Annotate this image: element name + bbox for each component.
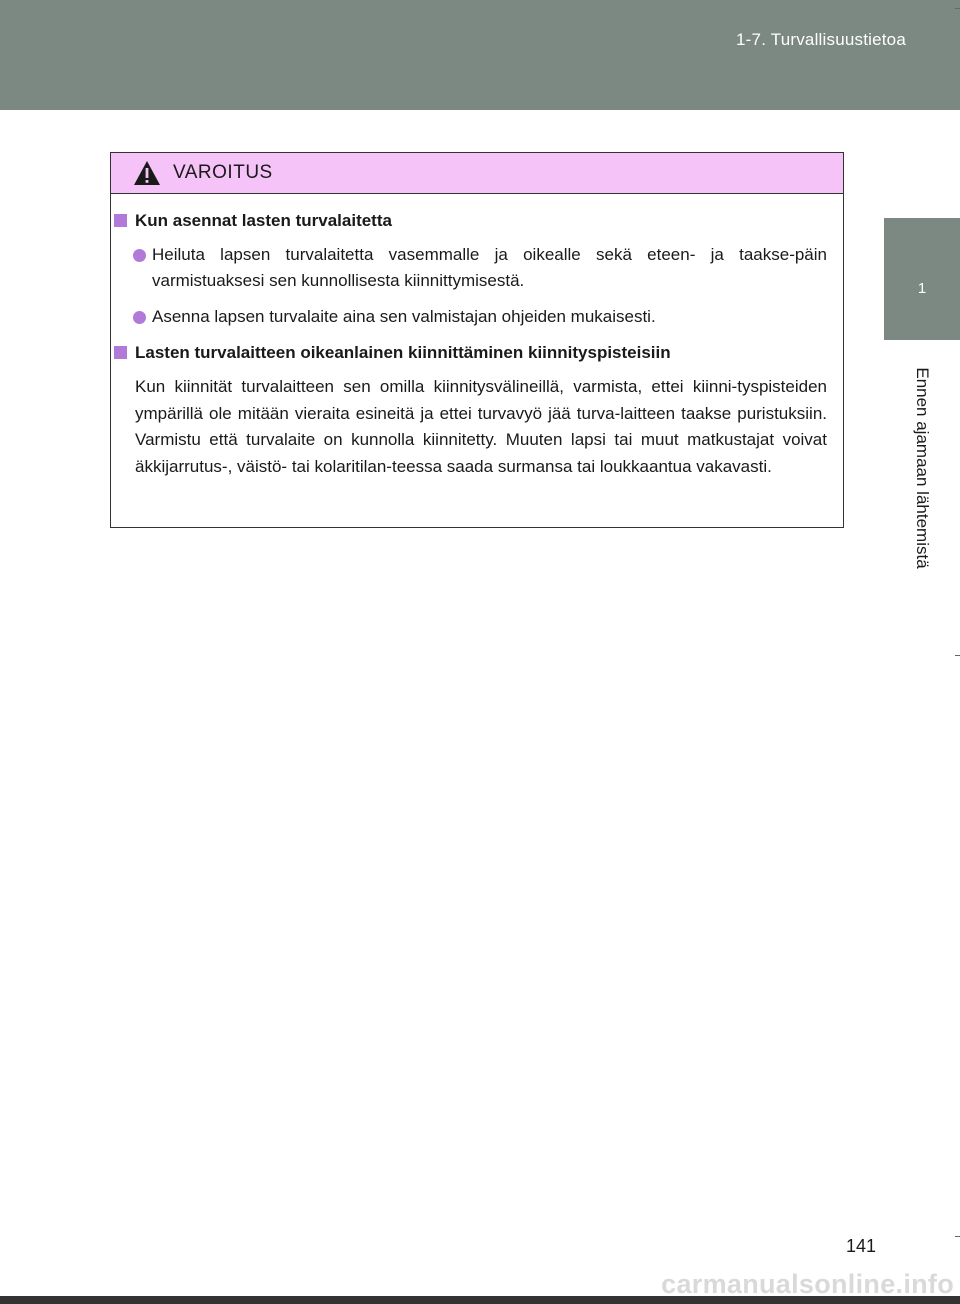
header-band	[0, 0, 960, 110]
page-number: 141	[846, 1236, 877, 1256]
section-heading	[111, 340, 827, 365]
circle-bullet-icon	[133, 249, 146, 262]
chapter-label: Ennen ajamaan lähtemistä	[913, 367, 932, 569]
crop-mark	[955, 655, 960, 656]
chapter-number: 1	[917, 280, 927, 297]
section-heading-text: Lasten turvalaitteen oikeanlainen kiinnittäminen kiinnityspisteisiin	[135, 343, 671, 362]
section-title: 1-7. Turvallisuustietoa	[736, 30, 906, 49]
square-bullet-icon	[114, 214, 127, 227]
list-item-text: Heiluta lapsen turvalaitetta vasemmalle ja oikealle sekä eteen- ja taakse-päin varmistuaksesi sen kunnollisesta kiinnittymisestä.	[152, 245, 827, 290]
list-item	[111, 304, 827, 330]
square-bullet-icon	[114, 346, 127, 359]
list-item	[111, 242, 827, 294]
section-paragraph: Kun kiinnität turvalaitteen sen omilla kiinnitysvälineillä, varmista, ettei kiinni-tyspisteiden ympärillä ole mitään vieraita esineitä ja ettei turvavyö jää turva-laitteen taakse puristuksiin. Varmistu että turvalaite on kunnolla kiinnitetty. Muuten lapsi tai muut matkustajat voivat äkkijarrutus-, väistö- tai kolaritilan-teessa saada surmansa tai loukkaantua vakavasti.	[135, 377, 827, 476]
section-heading	[111, 208, 827, 233]
warning-title: VAROITUS	[173, 162, 273, 183]
chapter-tab	[884, 218, 960, 340]
list-item-text: Asenna lapsen turvalaite aina sen valmistajan ohjeiden mukaisesti.	[152, 307, 656, 326]
crop-mark	[955, 8, 960, 9]
circle-bullet-icon	[133, 311, 146, 324]
crop-mark	[955, 1236, 960, 1237]
warning-body	[111, 194, 843, 480]
watermark: carmanualsonline.info	[661, 1269, 954, 1299]
warning-triangle-icon	[133, 160, 161, 186]
warning-header	[111, 153, 843, 194]
section-heading-text: Kun asennat lasten turvalaitetta	[135, 211, 392, 230]
warning-box	[110, 152, 844, 528]
